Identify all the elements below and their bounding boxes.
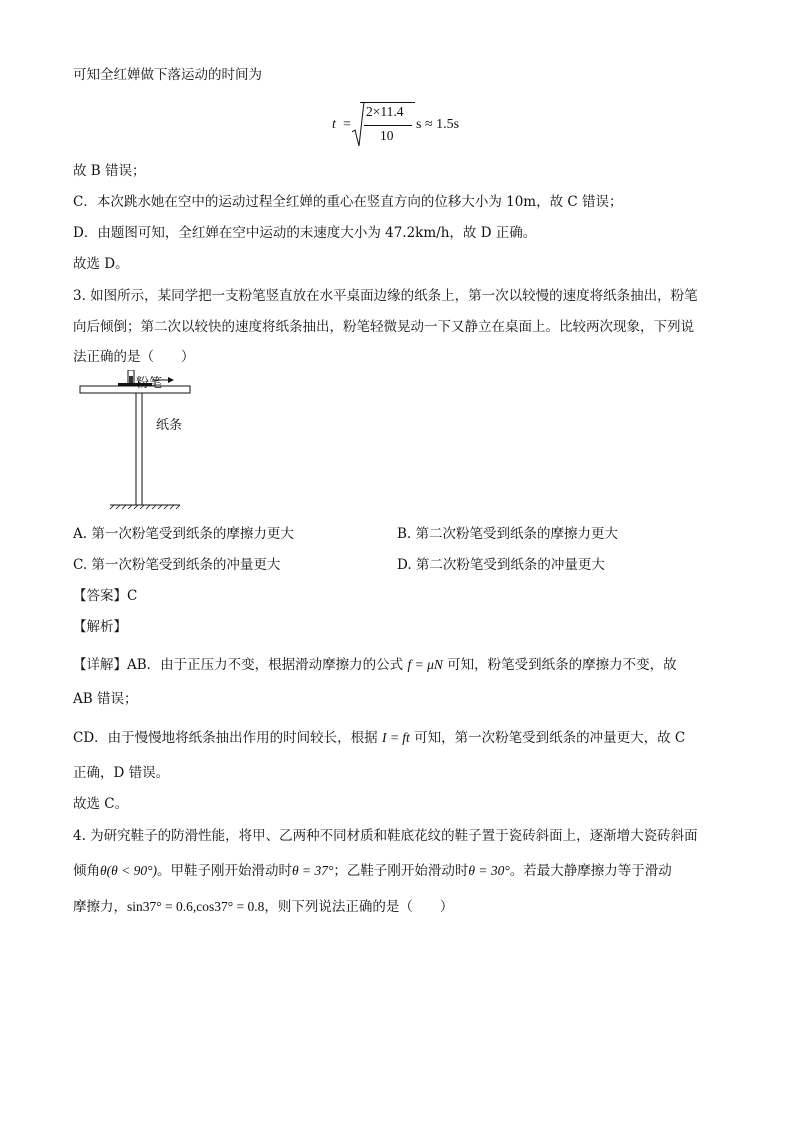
cd-line-1 bbox=[73, 729, 685, 747]
chalk-paper-figure bbox=[70, 370, 270, 510]
answer-label: 【答案】C bbox=[73, 588, 138, 604]
paper-label: 纸条 bbox=[156, 418, 183, 433]
formula-result: s ≈ 1.5s bbox=[416, 117, 460, 132]
detail-text: 可知，粉笔受到纸条的摩擦力不变，故 bbox=[447, 657, 677, 673]
question-4-line-1: 4. 为研究鞋子的防滑性能，将甲、乙两种不同材质和鞋底花纹的鞋子置于瓷砖斜面上，逐渐增大瓷砖斜面 bbox=[73, 828, 698, 844]
q4-text: 。若最大静摩擦力等于滑动 bbox=[509, 863, 672, 879]
text-line: 故 B 错误； bbox=[73, 163, 146, 179]
text-line: 可知全红婵做下落运动的时间为 bbox=[73, 67, 262, 83]
cd-text: CD．由于慢慢地将纸条抽出作用的时间较长，根据 bbox=[73, 730, 378, 746]
fraction-bar bbox=[364, 125, 412, 126]
detail-line-1 bbox=[73, 656, 677, 674]
fraction-denominator: 10 bbox=[380, 128, 394, 143]
question-3-line-1: 3. 如图所示，某同学把一支粉笔竖直放在水平桌面边缘的纸条上，第一次以较慢的速度将纸条抽出，粉笔 bbox=[73, 288, 698, 304]
option-c: C. 第一次粉笔受到纸条的冲量更大 bbox=[73, 557, 281, 573]
question-3-line-2: 向后倾倒；第二次以较快的速度将纸条抽出，粉笔轻微晃动一下又静立在桌面上。比较两次现象，下列说 bbox=[73, 319, 694, 335]
theta-range: θ(θ < 90°) bbox=[100, 863, 158, 878]
q4-text: ；乙鞋子刚开始滑动时 bbox=[333, 863, 469, 879]
friction-formula: f = μN bbox=[407, 657, 443, 672]
time-formula bbox=[330, 100, 490, 150]
question-4-line-3 bbox=[73, 898, 453, 916]
formula-variable: t bbox=[332, 117, 336, 132]
text-line: C．本次跳水她在空中的运动过程全红婵的重心在竖直方向的位移大小为 10m，故 C 错误； bbox=[73, 194, 623, 210]
theta-30: θ = 30° bbox=[468, 863, 510, 878]
impulse-formula: I = ft bbox=[381, 730, 410, 745]
table-diagram bbox=[70, 370, 270, 510]
q4-text: ，则下列说法正确的是（ ） bbox=[264, 899, 454, 915]
question-4-line-2 bbox=[73, 862, 672, 880]
detail-line-2: AB 错误； bbox=[73, 691, 138, 707]
choose-line: 故选 C。 bbox=[73, 796, 129, 812]
q4-text: 摩擦力， bbox=[73, 899, 127, 915]
formula-equals: = bbox=[343, 117, 351, 132]
analysis-label: 【解析】 bbox=[73, 619, 127, 635]
q4-text: 。甲鞋子刚开始滑动时 bbox=[157, 863, 293, 879]
sqrt-bar bbox=[360, 102, 415, 103]
text-line: 故选 D。 bbox=[73, 256, 129, 272]
text-line: D．由题图可知，全红婵在空中运动的末速度大小为 47.2km/h，故 D 正确。 bbox=[73, 225, 537, 241]
question-3-line-3: 法正确的是（ ） bbox=[73, 349, 195, 365]
q4-text: 倾角 bbox=[73, 863, 100, 879]
sin-cos-values: sin37° = 0.6,cos37° = 0.8 bbox=[127, 899, 265, 914]
detail-text: 【详解】AB．由于正压力不变，根据滑动摩擦力的公式 bbox=[73, 657, 404, 673]
option-a: A. 第一次粉笔受到纸条的摩擦力更大 bbox=[73, 526, 294, 542]
theta-37: θ = 37° bbox=[292, 863, 334, 878]
option-b: B. 第二次粉笔受到纸条的摩擦力更大 bbox=[397, 526, 619, 542]
cd-line-2: 正确，D 错误。 bbox=[73, 765, 170, 781]
fraction-numerator: 2×11.4 bbox=[366, 104, 404, 119]
cd-text: 可知，第一次粉笔受到纸条的冲量更大，故 C bbox=[414, 730, 686, 746]
chalk-label: 粉笔 bbox=[136, 376, 163, 391]
option-d: D. 第二次粉笔受到纸条的冲量更大 bbox=[397, 557, 605, 573]
